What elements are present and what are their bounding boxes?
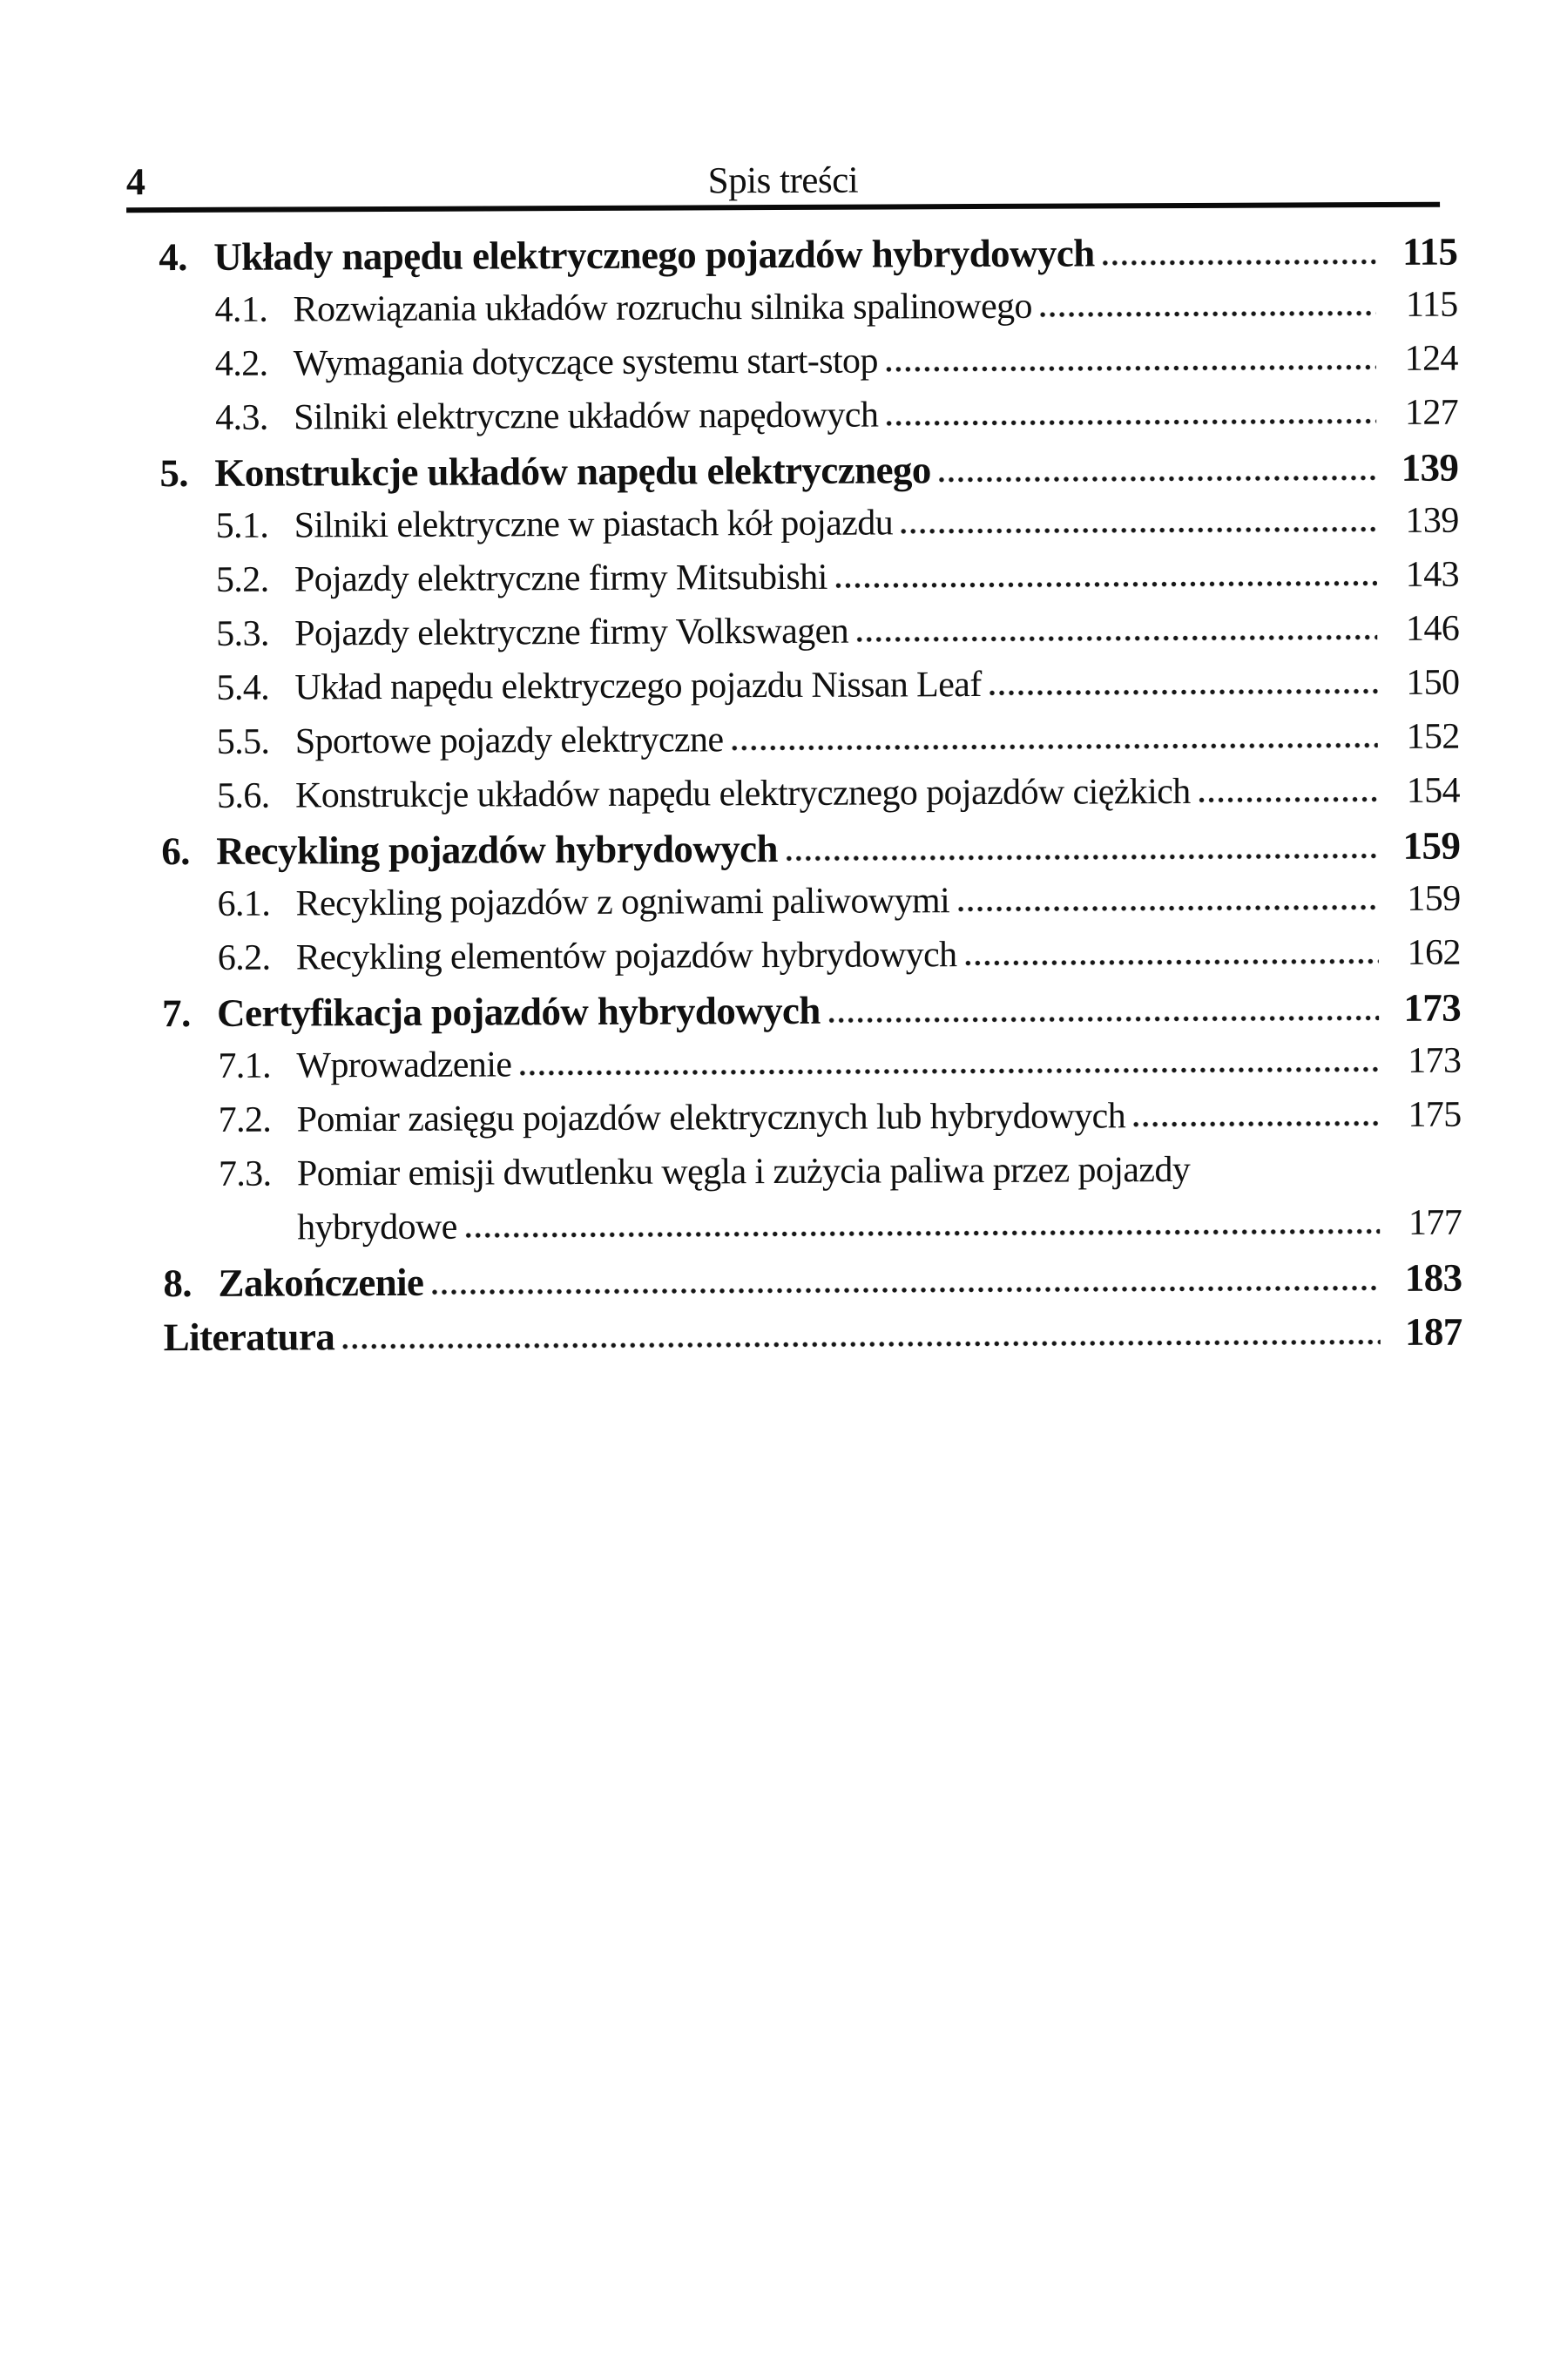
entry-number: 4. bbox=[159, 235, 213, 281]
toc-entry-6-2 bbox=[162, 932, 1461, 992]
dot-leader bbox=[855, 632, 1377, 643]
dot-leader bbox=[518, 1065, 1379, 1076]
entry-number: 8. bbox=[163, 1261, 218, 1307]
entry-title: Sportowe pojazdy elektryczne bbox=[295, 719, 724, 762]
entry-title: Układ napędu elektryczego pojazdu Nissan Leaf bbox=[294, 664, 981, 709]
entry-page: 173 bbox=[1388, 986, 1461, 1031]
toc-entry-5-2 bbox=[160, 554, 1459, 614]
entry-title-continuation: hybrydowe bbox=[297, 1207, 457, 1249]
toc-entry-4 bbox=[159, 230, 1457, 290]
toc-entry-6 bbox=[161, 824, 1460, 884]
entry-title: Pojazdy elektryczne firmy Volkswagen bbox=[294, 611, 848, 655]
entry-page: 146 bbox=[1386, 608, 1459, 651]
dot-leader bbox=[1132, 1119, 1380, 1127]
toc-entry-7-3-line-1 bbox=[163, 1148, 1462, 1208]
toc-entry-5-5 bbox=[161, 716, 1460, 776]
entry-number: 5.6. bbox=[217, 774, 295, 817]
entry-number: 4.1. bbox=[214, 288, 293, 331]
entry-number: 5.1. bbox=[216, 504, 294, 547]
entry-page: 139 bbox=[1385, 446, 1458, 491]
entry-page: 150 bbox=[1386, 662, 1459, 705]
entry-page: 124 bbox=[1385, 338, 1458, 381]
dot-leader bbox=[430, 1283, 1380, 1295]
entry-page: 139 bbox=[1386, 500, 1459, 543]
entry-number: 7.3. bbox=[219, 1153, 297, 1195]
entry-title: Recykling elementów pojazdów hybrydowych bbox=[296, 934, 957, 979]
entry-page: 154 bbox=[1387, 770, 1460, 813]
entry-page: 159 bbox=[1387, 878, 1460, 921]
header-page-number: 4 bbox=[126, 163, 145, 201]
dot-leader bbox=[834, 578, 1377, 589]
toc-entry-8 bbox=[163, 1256, 1462, 1316]
toc-entry-6-1 bbox=[161, 878, 1460, 938]
entry-title: Certyfikacja pojazdów hybrydowych bbox=[217, 989, 821, 1037]
entry-page: 115 bbox=[1384, 284, 1457, 327]
header-title: Spis treści bbox=[126, 159, 1440, 203]
entry-number: 5.2. bbox=[216, 558, 294, 601]
entry-number: 7.2. bbox=[219, 1099, 297, 1141]
dot-leader bbox=[730, 740, 1377, 751]
dot-leader bbox=[341, 1337, 1381, 1349]
entry-title: Silniki elektryczne układów napędowych bbox=[294, 395, 878, 439]
dot-leader bbox=[827, 1013, 1379, 1024]
entry-number: 4.3. bbox=[215, 396, 294, 439]
toc-entry-literatura bbox=[164, 1310, 1462, 1370]
dot-leader bbox=[963, 957, 1378, 966]
entry-number: 5.3. bbox=[216, 612, 294, 655]
entry-title: Pomiar emisji dwutlenku węgla i zużycia paliwa przez pojazdy bbox=[297, 1149, 1191, 1195]
entry-number: 7. bbox=[162, 991, 217, 1037]
entry-page: 173 bbox=[1388, 1040, 1461, 1083]
dot-leader bbox=[956, 903, 1379, 912]
toc-entry-4-1 bbox=[159, 284, 1457, 344]
entry-number: 5.5. bbox=[217, 720, 295, 763]
toc-entry-5-3 bbox=[160, 608, 1459, 668]
dot-leader bbox=[785, 851, 1378, 862]
entry-title: Wymagania dotyczące systemu start-stop bbox=[294, 341, 878, 385]
toc-entry-7-1 bbox=[162, 1040, 1461, 1100]
header-rule bbox=[126, 202, 1440, 213]
toc-entry-5-6 bbox=[161, 770, 1460, 830]
toc-entry-7 bbox=[162, 986, 1461, 1046]
entry-number: 6. bbox=[161, 829, 216, 875]
entry-title: Pojazdy elektryczne firmy Mitsubishi bbox=[294, 557, 827, 601]
toc-entry-5-4 bbox=[160, 662, 1459, 722]
entry-title: Recykling pojazdów z ogniwami paliwowymi bbox=[295, 880, 949, 925]
entry-title: Literatura bbox=[164, 1315, 335, 1361]
dot-leader bbox=[989, 686, 1378, 696]
toc-entry-5-1 bbox=[160, 500, 1459, 560]
entry-title: Rozwiązania układów rozruchu silnika spalinowego bbox=[293, 286, 1031, 331]
entry-page: 115 bbox=[1384, 230, 1457, 275]
entry-number: 5. bbox=[159, 451, 214, 497]
dot-leader bbox=[900, 524, 1377, 534]
entry-page: 143 bbox=[1386, 554, 1459, 597]
dot-leader bbox=[464, 1227, 1380, 1239]
entry-title: Zakończenie bbox=[218, 1261, 423, 1307]
toc-entry-5 bbox=[159, 446, 1458, 506]
dot-leader bbox=[1039, 308, 1376, 318]
entry-title: Silniki elektryczne w piastach kół pojazdu bbox=[294, 502, 894, 546]
dot-leader bbox=[885, 362, 1376, 372]
entry-number: 7.1. bbox=[218, 1045, 296, 1087]
entry-title: Wprowadzenie bbox=[296, 1044, 511, 1086]
entry-title: Konstrukcje układów napędu elektrycznego bbox=[214, 448, 930, 496]
toc-entry-4-2 bbox=[159, 338, 1458, 398]
dot-leader bbox=[1198, 794, 1378, 803]
entry-page: 187 bbox=[1389, 1310, 1462, 1356]
toc-entry-7-3-line-2 bbox=[163, 1202, 1462, 1262]
entry-title: Konstrukcje układów napędu elektrycznego pojazdów ciężkich bbox=[295, 771, 1191, 817]
entry-number: 5.4. bbox=[216, 666, 294, 709]
toc-entry-4-3 bbox=[159, 392, 1458, 452]
entry-page: 175 bbox=[1388, 1094, 1462, 1137]
dot-leader bbox=[1102, 257, 1376, 266]
entry-page: 159 bbox=[1387, 824, 1460, 869]
entry-page: 177 bbox=[1388, 1202, 1462, 1245]
entry-page: 152 bbox=[1387, 716, 1460, 759]
entry-number: 6.1. bbox=[217, 882, 295, 925]
entry-number: 6.2. bbox=[218, 936, 296, 979]
entry-title: Układy napędu elektrycznego pojazdów hybrydowych bbox=[213, 231, 1094, 280]
entry-title: Pomiar zasięgu pojazdów elektrycznych lub hybrydowych bbox=[297, 1095, 1126, 1140]
table-of-contents bbox=[159, 230, 1462, 1369]
dot-leader bbox=[938, 473, 1377, 483]
dot-leader bbox=[885, 416, 1376, 426]
toc-entry-7-2 bbox=[163, 1094, 1462, 1154]
entry-number: 4.2. bbox=[215, 342, 294, 385]
entry-page: 183 bbox=[1388, 1256, 1462, 1302]
entry-page: 127 bbox=[1385, 392, 1458, 435]
entry-title: Recykling pojazdów hybrydowych bbox=[216, 827, 778, 875]
entry-page: 162 bbox=[1388, 932, 1461, 975]
